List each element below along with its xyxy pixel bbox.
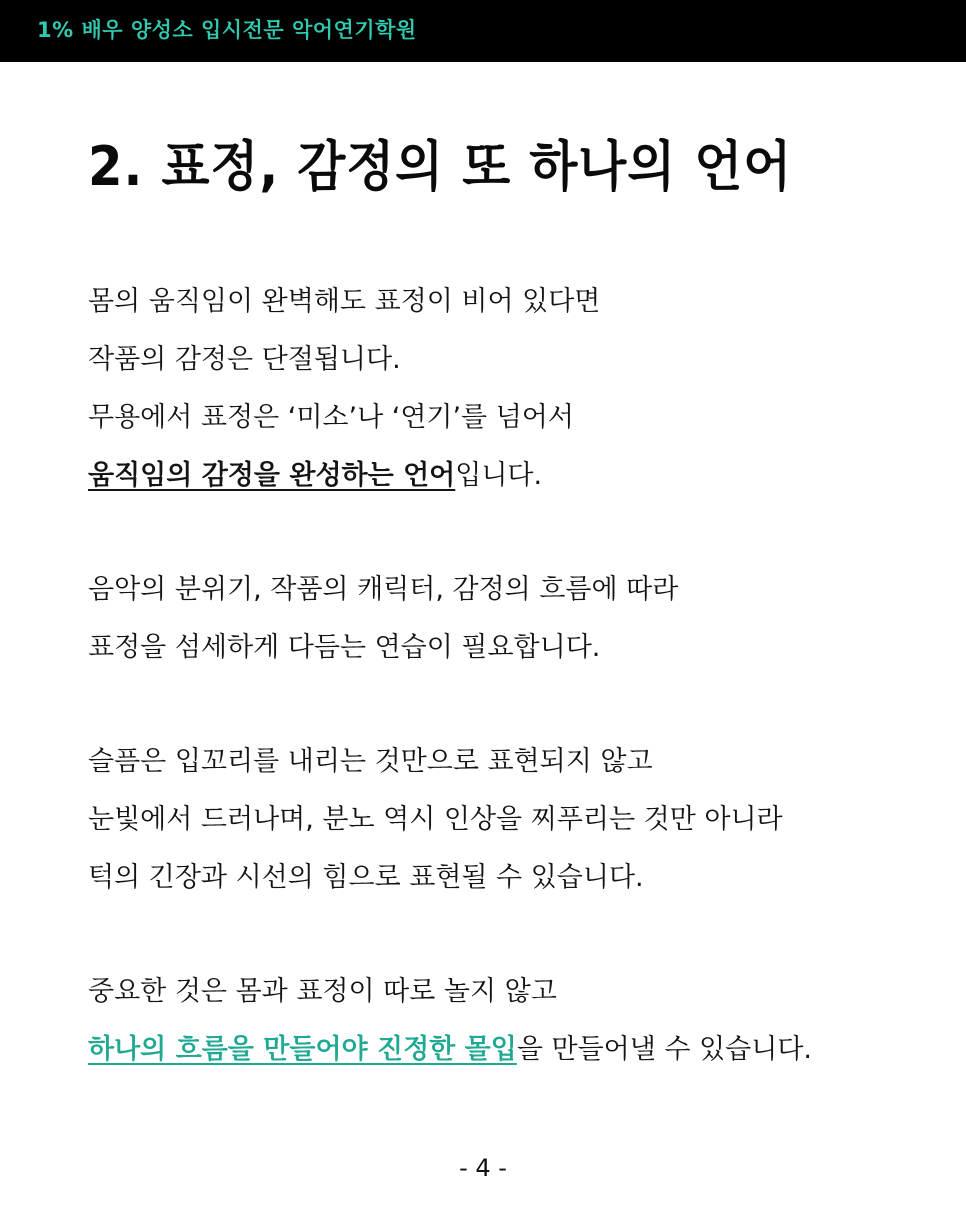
- emphasis-accent-underlined: 하나의 흐름을 만들어야 진정한 몰입: [88, 1034, 517, 1065]
- paragraph-3-line-1: 슬픔은 입꼬리를 내리는 것만으로 표현되지 않고: [88, 746, 653, 777]
- paragraph-2-line-2: 표정을 섬세하게 다듬는 연습이 필요합니다.: [88, 632, 601, 663]
- brand-text: 1% 배우 양성소 입시전문 악어연기학원: [37, 18, 417, 42]
- page-title: 2. 표정, 감정의 또 하나의 언어: [88, 135, 793, 198]
- paragraph-1-line-2: 작품의 감정은 단절됩니다.: [88, 344, 401, 375]
- paragraph-3-line-2: 눈빛에서 드러나며, 분노 역시 인상을 찌푸리는 것만 아니라: [88, 804, 783, 835]
- paragraph-4-line-2: [88, 1034, 812, 1066]
- emphasis-underlined: 움직임의 감정을 완성하는 언어: [88, 460, 456, 491]
- paragraph-1-line-4: [88, 460, 542, 492]
- paragraph-3-line-3: 턱의 긴장과 시선의 힘으로 표현될 수 있습니다.: [88, 862, 644, 893]
- top-banner: [0, 0, 966, 62]
- paragraph-4-line-1: 중요한 것은 몸과 표정이 따로 놀지 않고: [88, 976, 557, 1007]
- paragraph-1-line-4-rest: 입니다.: [455, 460, 543, 491]
- paragraph-1-line-3: 무용에서 표정은 ‘미소’나 ‘연기’를 넘어서: [88, 402, 574, 433]
- paragraph-2-line-1: 음악의 분위기, 작품의 캐릭터, 감정의 흐름에 따라: [88, 574, 679, 605]
- paragraph-1-line-1: 몸의 움직임이 완벽해도 표정이 비어 있다면: [88, 286, 601, 317]
- paragraph-4-line-2-rest: 을 만들어낼 수 있습니다.: [516, 1034, 812, 1065]
- page-number: - 4 -: [459, 1154, 507, 1182]
